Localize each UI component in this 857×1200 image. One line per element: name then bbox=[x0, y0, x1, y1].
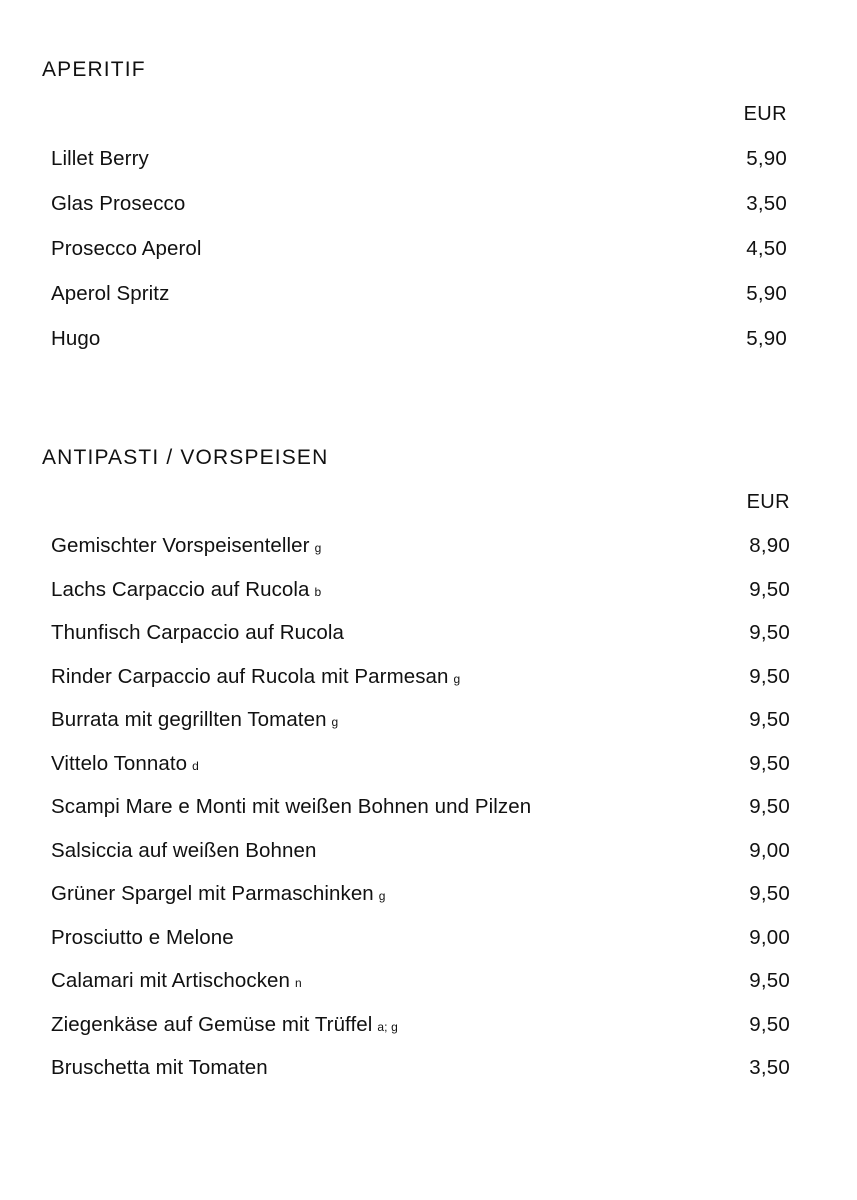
menu-item-list-aperitif bbox=[0, 145, 857, 370]
menu-item-row bbox=[0, 619, 857, 663]
menu-item-name: Scampi Mare e Monti mit weißen Bohnen und Pilzen bbox=[51, 795, 532, 818]
menu-item-row bbox=[0, 924, 857, 968]
menu-item-name: Thunfisch Carpaccio auf Rucola bbox=[51, 621, 345, 644]
menu-item-row bbox=[0, 280, 857, 325]
menu-item-price: 8,90 bbox=[749, 534, 790, 557]
menu-item-row bbox=[0, 880, 857, 924]
currency-label: EUR bbox=[746, 491, 790, 513]
menu-item-price: 9,50 bbox=[749, 1012, 790, 1036]
menu-item-allergens: b bbox=[314, 584, 322, 599]
menu-item-allergens: a; g bbox=[377, 1019, 398, 1034]
menu-item-row bbox=[0, 837, 857, 881]
menu-item-allergens: g bbox=[331, 715, 339, 729]
menu-item-name: Rinder Carpaccio auf Rucola mit Parmesan bbox=[51, 664, 449, 688]
menu-item-name: Lillet Berry bbox=[51, 147, 149, 170]
menu-item-row bbox=[0, 1054, 857, 1098]
menu-item-name: Prosecco Aperol bbox=[51, 237, 202, 260]
menu-item-price: 4,50 bbox=[746, 237, 787, 260]
menu-item-price: 9,50 bbox=[749, 969, 790, 992]
menu-item-price: 5,90 bbox=[746, 282, 787, 305]
menu-section-antipasti bbox=[0, 444, 857, 1098]
menu-item-list-antipasti bbox=[0, 532, 857, 1098]
menu-item-price: 5,90 bbox=[746, 147, 787, 170]
section-title-aperitif: APERITIF bbox=[42, 58, 146, 81]
menu-item-row bbox=[0, 663, 857, 707]
menu-item-name: Grüner Spargel mit Parmaschinken bbox=[51, 882, 374, 905]
menu-item-price: 3,50 bbox=[746, 192, 787, 215]
menu-item-row bbox=[0, 1011, 857, 1055]
menu-item-name: Vittelo Tonnato bbox=[51, 751, 188, 775]
menu-item-name: Burrata mit gegrillten Tomaten bbox=[51, 708, 327, 731]
menu-item-price: 9,50 bbox=[749, 751, 790, 775]
menu-item-price: 3,50 bbox=[749, 1056, 790, 1079]
menu-item-row bbox=[0, 235, 857, 280]
menu-item-row bbox=[0, 706, 857, 750]
menu-item-price: 9,50 bbox=[749, 882, 790, 905]
menu-item-row bbox=[0, 325, 857, 370]
menu-item-allergens: n bbox=[295, 976, 302, 990]
menu-section-aperitif bbox=[0, 56, 857, 370]
menu-item-allergens: g bbox=[314, 541, 322, 555]
menu-item-row bbox=[0, 750, 857, 794]
menu-item-price: 9,50 bbox=[749, 621, 790, 644]
menu-item-name: Prosciutto e Melone bbox=[51, 925, 234, 949]
menu-item-price: 9,50 bbox=[749, 577, 790, 601]
currency-header-antipasti bbox=[0, 489, 857, 519]
menu-item-name: Salsiccia auf weißen Bohnen bbox=[51, 838, 317, 862]
menu-item-price: 9,00 bbox=[749, 925, 790, 949]
menu-item-name: Ziegenkäse auf Gemüse mit Trüffel bbox=[51, 1012, 373, 1036]
currency-label: EUR bbox=[743, 103, 787, 125]
menu-item-price: 5,90 bbox=[746, 327, 787, 350]
section-title-antipasti: ANTIPASTI / VORSPEISEN bbox=[42, 446, 329, 469]
menu-item-row bbox=[0, 793, 857, 837]
menu-item-name: Hugo bbox=[51, 327, 101, 350]
menu-item-row bbox=[0, 145, 857, 190]
menu-item-row bbox=[0, 576, 857, 620]
menu-item-name: Glas Prosecco bbox=[51, 192, 186, 215]
menu-item-name: Calamari mit Artischocken bbox=[51, 969, 291, 992]
menu-item-row bbox=[0, 532, 857, 576]
menu-item-row bbox=[0, 967, 857, 1011]
menu-item-allergens: g bbox=[378, 889, 386, 903]
menu-item-price: 9,50 bbox=[749, 795, 790, 818]
menu-item-allergens: g bbox=[453, 671, 461, 686]
menu-item-name: Bruschetta mit Tomaten bbox=[51, 1056, 268, 1079]
menu-item-price: 9,00 bbox=[749, 838, 790, 862]
menu-item-name: Gemischter Vorspeisenteller bbox=[51, 534, 310, 557]
menu-item-price: 9,50 bbox=[749, 708, 790, 731]
menu-item-row bbox=[0, 190, 857, 235]
menu-item-allergens: d bbox=[192, 758, 199, 773]
menu-item-name: Lachs Carpaccio auf Rucola bbox=[51, 577, 310, 601]
menu-item-price: 9,50 bbox=[749, 664, 790, 688]
menu-item-name: Aperol Spritz bbox=[51, 282, 170, 305]
currency-header-aperitif bbox=[0, 101, 857, 131]
